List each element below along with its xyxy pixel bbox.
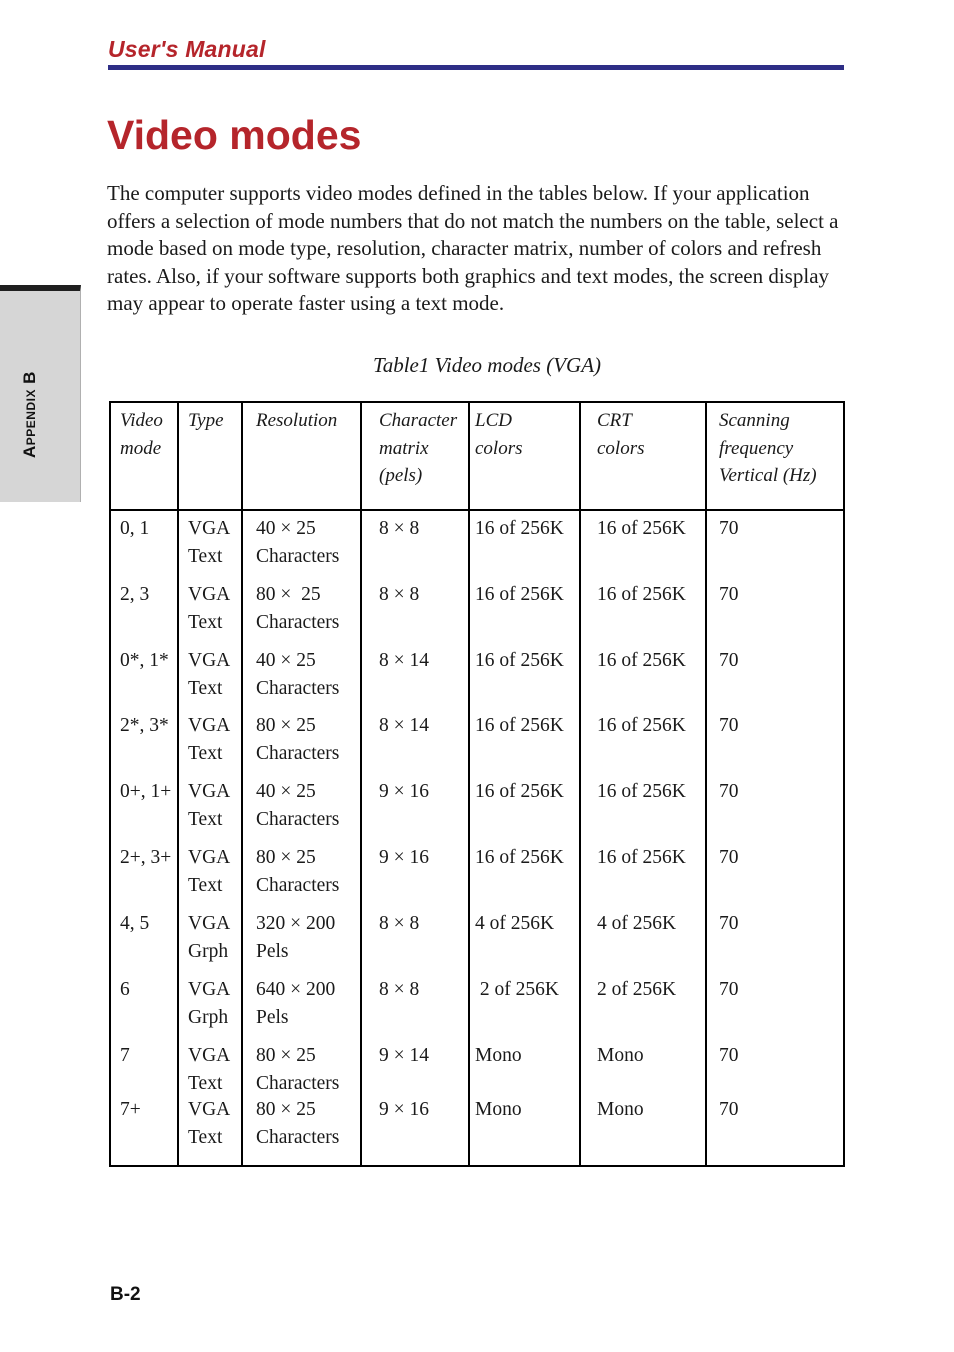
cell-scanning-frequency <box>719 844 739 872</box>
cell-line: Characters <box>256 1072 340 1094</box>
cell-character-matrix <box>379 1042 429 1070</box>
cell-character-matrix <box>379 778 429 806</box>
cell-line: 16 of 256K <box>475 781 564 802</box>
table-row <box>111 910 843 966</box>
cell-mode <box>120 712 169 740</box>
cell-line: 8 × 8 <box>379 913 420 934</box>
cell-line: 640 × 200 <box>256 979 336 1000</box>
cell-lcd-colors <box>475 910 554 938</box>
cell-crt-colors <box>597 647 686 675</box>
cell-line: Mono <box>597 1045 644 1066</box>
page-number: B-2 <box>110 1284 141 1305</box>
cell-line: 70 <box>719 1045 739 1066</box>
cell-resolution <box>256 976 335 1031</box>
header-line: Type <box>188 410 224 431</box>
cell-type <box>188 910 230 965</box>
cell-line: 80 × 25 <box>256 847 316 868</box>
cell-scanning-frequency <box>719 647 739 675</box>
cell-line: 7+ <box>120 1099 141 1120</box>
table-caption: Table1 Video modes (VGA) <box>372 353 602 377</box>
cell-line: 16 of 256K <box>597 650 686 671</box>
cell-line: VGA <box>188 781 231 802</box>
cell-lcd-colors <box>475 1096 522 1124</box>
cell-line: 8 × 8 <box>379 518 420 539</box>
cell-character-matrix <box>379 647 429 675</box>
cell-line: Pels <box>256 940 289 962</box>
cell-scanning-frequency <box>719 712 739 740</box>
cell-line: Text <box>188 611 223 633</box>
cell-line: 70 <box>719 715 739 736</box>
cell-type <box>188 515 230 570</box>
cell-mode <box>120 910 149 938</box>
cell-line: 80 × 25 <box>256 584 321 605</box>
cell-resolution <box>256 581 339 636</box>
cell-resolution <box>256 647 339 702</box>
cell-line: Characters <box>256 808 340 830</box>
header-line: LCD <box>475 410 512 431</box>
cell-crt-colors <box>597 844 686 872</box>
cell-scanning-frequency <box>719 778 739 806</box>
cell-mode <box>120 1042 130 1070</box>
cell-resolution <box>256 1042 339 1097</box>
cell-resolution <box>256 712 339 767</box>
cell-lcd-colors <box>475 647 564 675</box>
cell-line: 40 × 25 <box>256 650 316 671</box>
cell-line: VGA <box>188 979 231 1000</box>
cell-line: 9 × 16 <box>379 847 429 868</box>
cell-line: 8 × 8 <box>379 979 420 1000</box>
cell-line: 70 <box>719 518 739 539</box>
cell-character-matrix <box>379 712 429 740</box>
cell-resolution <box>256 844 339 899</box>
cell-line: 80 × 25 <box>256 1099 316 1120</box>
cell-line: Characters <box>256 677 340 699</box>
header-line: CRT <box>597 410 632 431</box>
table-row <box>111 1042 843 1098</box>
appendix-side-tab-label: Appendix B <box>20 371 39 458</box>
header-line: mode <box>120 437 162 459</box>
cell-line: 40 × 25 <box>256 518 316 539</box>
cell-line: 2, 3 <box>120 584 150 605</box>
cell-line: 2+, 3+ <box>120 847 172 868</box>
cell-crt-colors <box>597 910 676 938</box>
header-line: Resolution <box>256 410 338 431</box>
cell-lcd-colors <box>475 581 564 609</box>
cell-line: VGA <box>188 847 231 868</box>
cell-lcd-colors <box>475 1042 522 1070</box>
cell-type <box>188 976 230 1031</box>
cell-type <box>188 844 230 899</box>
cell-line: Text <box>188 808 223 830</box>
cell-line: 70 <box>719 979 739 1000</box>
cell-line: 8 × 14 <box>379 715 429 736</box>
cell-line: VGA <box>188 518 231 539</box>
cell-line: Mono <box>475 1099 522 1120</box>
cell-resolution <box>256 515 339 570</box>
cell-mode <box>120 844 171 872</box>
cell-line: 8 × 14 <box>379 650 429 671</box>
cell-line: 16 of 256K <box>475 650 564 671</box>
cell-line: 4, 5 <box>120 913 150 934</box>
table-row <box>111 581 843 637</box>
cell-crt-colors <box>597 1042 644 1070</box>
table-row <box>111 712 843 768</box>
cell-crt-colors <box>597 976 676 1004</box>
cell-line: 7 <box>120 1045 130 1066</box>
cell-character-matrix <box>379 581 419 609</box>
cell-line: 16 of 256K <box>475 847 564 868</box>
cell-crt-colors <box>597 515 686 543</box>
header-line: colors <box>475 437 523 459</box>
cell-character-matrix <box>379 910 419 938</box>
header-divider <box>111 509 843 511</box>
cell-line: 40 × 25 <box>256 781 316 802</box>
cell-lcd-colors <box>475 712 564 740</box>
cell-crt-colors <box>597 581 686 609</box>
cell-lcd-colors <box>475 778 564 806</box>
cell-line: 16 of 256K <box>597 518 686 539</box>
cell-scanning-frequency <box>719 515 739 543</box>
cell-line: 0, 1 <box>120 518 150 539</box>
cell-line: Grph <box>188 1006 229 1028</box>
cell-line: 0+, 1+ <box>120 781 172 802</box>
header-line: matrix <box>379 437 429 459</box>
header-scanning-frequency <box>719 407 817 490</box>
header-line: (pels) <box>379 465 423 486</box>
header-type <box>188 407 224 435</box>
cell-line: 16 of 256K <box>475 584 564 605</box>
header-rule <box>108 65 844 70</box>
cell-line: Characters <box>256 874 340 896</box>
cell-line: 4 of 256K <box>475 913 555 934</box>
cell-crt-colors <box>597 1096 644 1124</box>
cell-mode <box>120 1096 141 1124</box>
table-row <box>111 976 843 1032</box>
cell-line: VGA <box>188 715 231 736</box>
cell-line: VGA <box>188 1045 231 1066</box>
cell-line: 9 × 16 <box>379 1099 429 1120</box>
cell-crt-colors <box>597 712 686 740</box>
header-line: frequency <box>719 437 794 459</box>
cell-scanning-frequency <box>719 910 739 938</box>
cell-line: VGA <box>188 1099 231 1120</box>
cell-line: 2 of 256K <box>475 979 559 1000</box>
table-row <box>111 778 843 834</box>
cell-line: 80 × 25 <box>256 715 316 736</box>
table-row <box>111 647 843 703</box>
cell-line: 0*, 1* <box>120 650 169 671</box>
cell-line: 9 × 14 <box>379 1045 429 1066</box>
cell-resolution <box>256 910 335 965</box>
cell-character-matrix <box>379 844 429 872</box>
header-line: Vertical (Hz) <box>719 465 817 486</box>
cell-line: Grph <box>188 940 229 962</box>
cell-line: 9 × 16 <box>379 781 429 802</box>
cell-line: 16 of 256K <box>597 847 686 868</box>
cell-line: Characters <box>256 742 340 764</box>
cell-line: VGA <box>188 650 231 671</box>
cell-mode <box>120 976 130 1004</box>
cell-line: 16 of 256K <box>475 518 564 539</box>
cell-line: 2*, 3* <box>120 715 169 736</box>
cell-type <box>188 712 230 767</box>
cell-line: VGA <box>188 913 231 934</box>
cell-line: 16 of 256K <box>597 584 686 605</box>
cell-line: 80 × 25 <box>256 1045 316 1066</box>
header-crt-colors <box>597 407 645 462</box>
cell-type <box>188 581 230 636</box>
cell-line: 8 × 8 <box>379 584 420 605</box>
cell-scanning-frequency <box>719 1042 739 1070</box>
cell-type <box>188 1042 230 1097</box>
cell-scanning-frequency <box>719 1096 739 1124</box>
cell-line: Mono <box>597 1099 644 1120</box>
cell-lcd-colors <box>475 515 564 543</box>
cell-line: Pels <box>256 1006 289 1028</box>
header-line: Video <box>120 410 163 431</box>
cell-crt-colors <box>597 778 686 806</box>
cell-line: Characters <box>256 545 340 567</box>
cell-mode <box>120 581 149 609</box>
cell-line: 70 <box>719 1099 739 1120</box>
cell-character-matrix <box>379 976 419 1004</box>
cell-line: VGA <box>188 584 231 605</box>
cell-line: 320 × 200 <box>256 913 336 934</box>
cell-type <box>188 647 230 702</box>
header-character-matrix <box>379 407 457 490</box>
cell-line: 16 of 256K <box>597 781 686 802</box>
cell-character-matrix <box>379 515 419 543</box>
cell-scanning-frequency <box>719 976 739 1004</box>
cell-line: Characters <box>256 1126 340 1148</box>
cell-line: 2 of 256K <box>597 979 677 1000</box>
table-row <box>111 1096 843 1152</box>
video-modes-table <box>109 401 845 1167</box>
cell-scanning-frequency <box>719 581 739 609</box>
cell-lcd-colors <box>475 976 559 1004</box>
header-title: User's Manual <box>108 36 266 62</box>
cell-line: Text <box>188 742 223 764</box>
cell-line: 4 of 256K <box>597 913 677 934</box>
header-line: Character <box>379 410 458 431</box>
cell-type <box>188 1096 230 1151</box>
cell-lcd-colors <box>475 844 564 872</box>
header-video-mode <box>120 407 163 462</box>
header-line: Scanning <box>719 410 790 431</box>
cell-resolution <box>256 778 339 833</box>
cell-line: Text <box>188 874 223 896</box>
cell-mode <box>120 515 149 543</box>
cell-line: 70 <box>719 847 739 868</box>
cell-line: Mono <box>475 1045 522 1066</box>
cell-line: 70 <box>719 781 739 802</box>
cell-resolution <box>256 1096 339 1151</box>
cell-type <box>188 778 230 833</box>
cell-line: 6 <box>120 979 130 1000</box>
cell-line: Text <box>188 1072 223 1094</box>
header-line: colors <box>597 437 645 459</box>
cell-line: Text <box>188 545 223 567</box>
cell-line: 70 <box>719 650 739 671</box>
cell-line: 70 <box>719 913 739 934</box>
page-title: Video modes <box>107 112 362 158</box>
appendix-side-tab <box>0 285 81 502</box>
table-row <box>111 515 843 571</box>
cell-character-matrix <box>379 1096 429 1124</box>
cell-line: Text <box>188 677 223 699</box>
header-lcd-colors <box>475 407 523 462</box>
cell-mode <box>120 778 171 806</box>
cell-line: 16 of 256K <box>597 715 686 736</box>
cell-line: Text <box>188 1126 223 1148</box>
cell-line: 16 of 256K <box>475 715 564 736</box>
cell-line: 70 <box>719 584 739 605</box>
header-resolution <box>256 407 337 435</box>
cell-line: Characters <box>256 611 340 633</box>
intro-paragraph: The computer supports video modes defined in the tables below. If your application offers a selection of mode numbers that do not match the numbers on the table, select a mode based on mode type, resolution, character matrix, number of colors and refresh rates. Also, if your software supports both graphics and text modes, the screen display may appear to operate faster using a text mode. <box>107 181 839 315</box>
cell-mode <box>120 647 169 675</box>
table-row <box>111 844 843 900</box>
